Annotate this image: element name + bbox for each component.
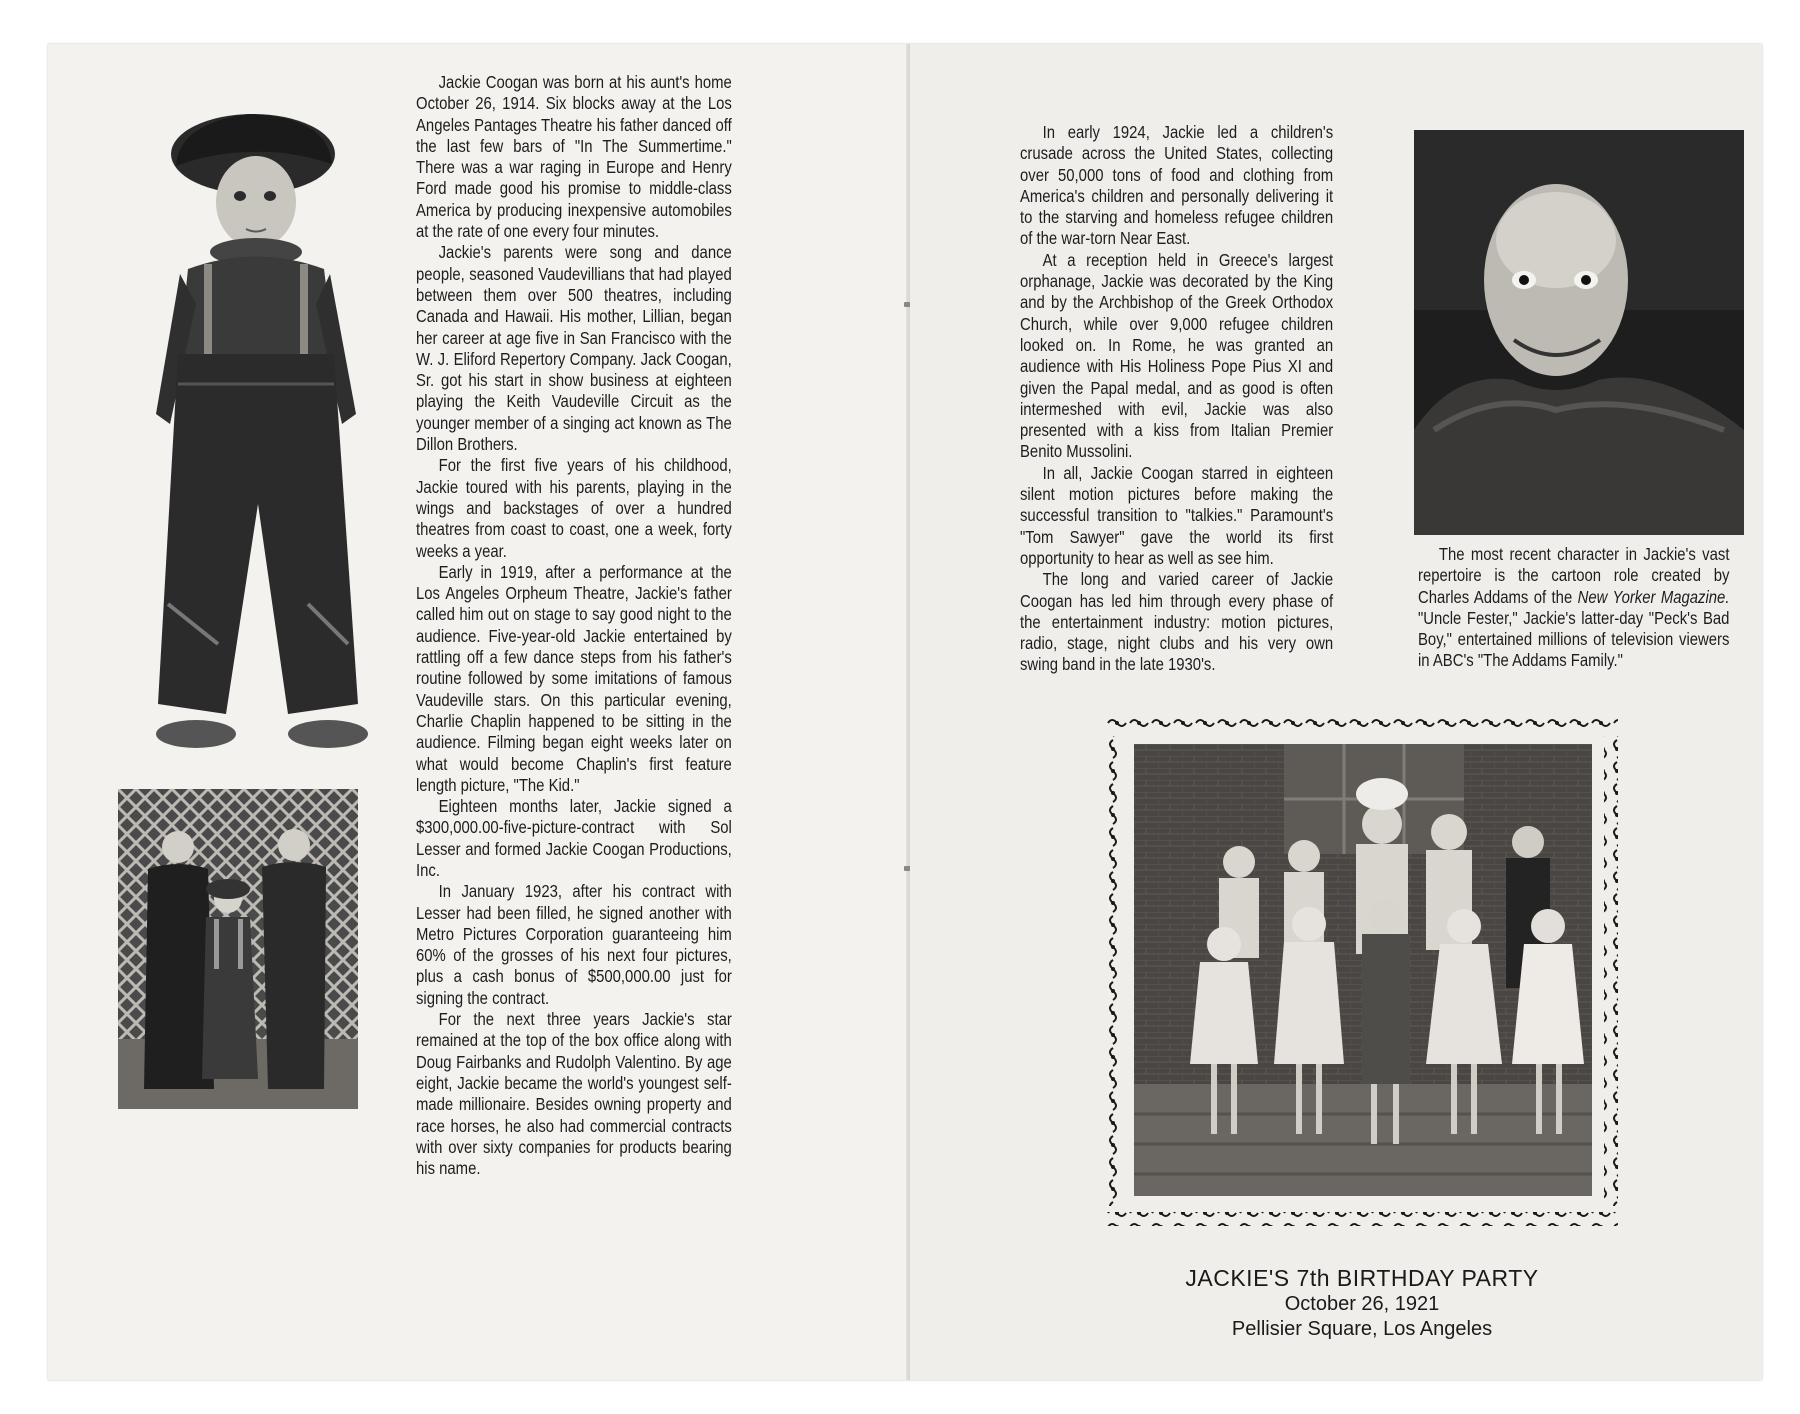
father-and-son-photo	[118, 789, 358, 1109]
paragraph: In all, Jackie Coogan starred in eighteen silent motion pictures before making the successful transition to "talkies." Paramount's "Tom Sawyer" gave the world its first opportunity to hear as well as see him.	[1020, 463, 1334, 568]
paragraph: The long and varied career of Jackie Coogan has led him through every phase of the entertainment industry: motion pictures, radio, stage, night clubs and his very own swing band in the late 1930's.	[1020, 570, 1334, 675]
magazine-title: New Yorker Magazine.	[1577, 587, 1730, 607]
left-text-column	[416, 72, 779, 1179]
paragraph: Jackie Coogan was born at his aunt's home October 26, 1914. Six blocks away at the Los Angeles Pantages Theatre his father danced off the last few bars of "In The Summertime." There was a war raging in Europe and Henry Ford made good his promise to middle-class America by producing inexpensive automobiles at the rate of one every four minutes.	[416, 73, 732, 242]
left-page	[48, 44, 908, 1380]
right-page	[910, 44, 1762, 1380]
party-title: JACKIE'S 7th BIRTHDAY PARTY	[1185, 1265, 1539, 1291]
paragraph: Early in 1919, after a performance at the Los Angeles Orpheum Theatre, Jackie's father called him out on stage to say good night to the audience. Five-year-old Jackie entertained by rattling off a few dance steps from his father's routine followed by some imitations of famous Vaudeville stars. On this particular evening, Charlie Chaplin happened to be sitting in the audience. Filming began eight weeks later on what would become Chaplin's first feature length picture, "The Kid."	[416, 562, 732, 795]
fester-caption	[1418, 544, 1788, 672]
fester-caption-text: The most recent character in Jackie's vast repertoire is the cartoon role created by Charles Addams of the	[1418, 545, 1730, 607]
fester-caption-text-2: "Uncle Fester," Jackie's latter-day "Peck's Bad Boy," entertained millions of television viewers in ABC's "The Addams Family."	[1418, 608, 1730, 671]
uncle-fester-photo	[1414, 130, 1744, 535]
paragraph: For the next three years Jackie's star remained at the top of the box office along with Doug Fairbanks and Rudolph Valentino. By age eight, Jackie became the world's youngest self-made millionaire. Besides owning property and race horses, he also had commercial contracts with over sixty companies for products bearing his name.	[416, 1010, 732, 1179]
paragraph: In January 1923, after his contract with Lesser had been filled, he signed another with Metro Pictures Corporation guaranteeing him 60% of the grosses of his next four pictures, plus a cash bonus of $500,000.00 just for signing the contract.	[416, 882, 732, 1008]
party-location: Pellisier Square, Los Angeles	[1231, 1318, 1493, 1340]
party-caption	[1106, 1264, 1618, 1342]
booklet-spread	[48, 44, 1762, 1380]
paragraph: At a reception held in Greece's largest orphanage, Jackie was decorated by the King and by the Archbishop of the Greek Orthodox Church, while over 9,000 refugee children looked on. In Rome, he was granted an audience with His Holiness Pope Pius XI and given the Papal medal, and as good is often intermeshed with evil, Jackie was also presented with a kiss from Italian Premier Benito Mussolini.	[1020, 250, 1334, 462]
birthday-party-photo	[1134, 744, 1592, 1196]
paragraph: For the first five years of his childhood, Jackie toured with his parents, playing in the wings and backstages of over a hundred theatres from coast to coast, one a week, forty weeks a year.	[416, 456, 732, 561]
paragraph: In early 1924, Jackie led a children's crusade across the United States, collecting over 50,000 tons of food and clothing from America's children and personally delivering it to the starving and homeless refugee children of the war-torn Near East.	[1020, 123, 1334, 249]
paragraph: Eighteen months later, Jackie signed a $300,000.00-five-picture-contract with Sol Lesser and formed Jackie Coogan Productions, Inc.	[416, 797, 732, 880]
right-text-column	[1020, 122, 1385, 676]
jackie-kid-photo	[118, 84, 388, 764]
paragraph: Jackie's parents were song and dance people, seasoned Vaudevillians that had played between them over 500 theatres, including Canada and Hawaii. His mother, Lillian, began her career at age five in San Francisco with the W. J. Eliford Repertory Company. Jack Coogan, Sr. got his start in show business at eighteen playing the Keith Vaudeville Circuit as the younger member of a singing act known as The Dillon Brothers.	[416, 243, 732, 455]
party-date: October 26, 1921	[1284, 1293, 1440, 1315]
